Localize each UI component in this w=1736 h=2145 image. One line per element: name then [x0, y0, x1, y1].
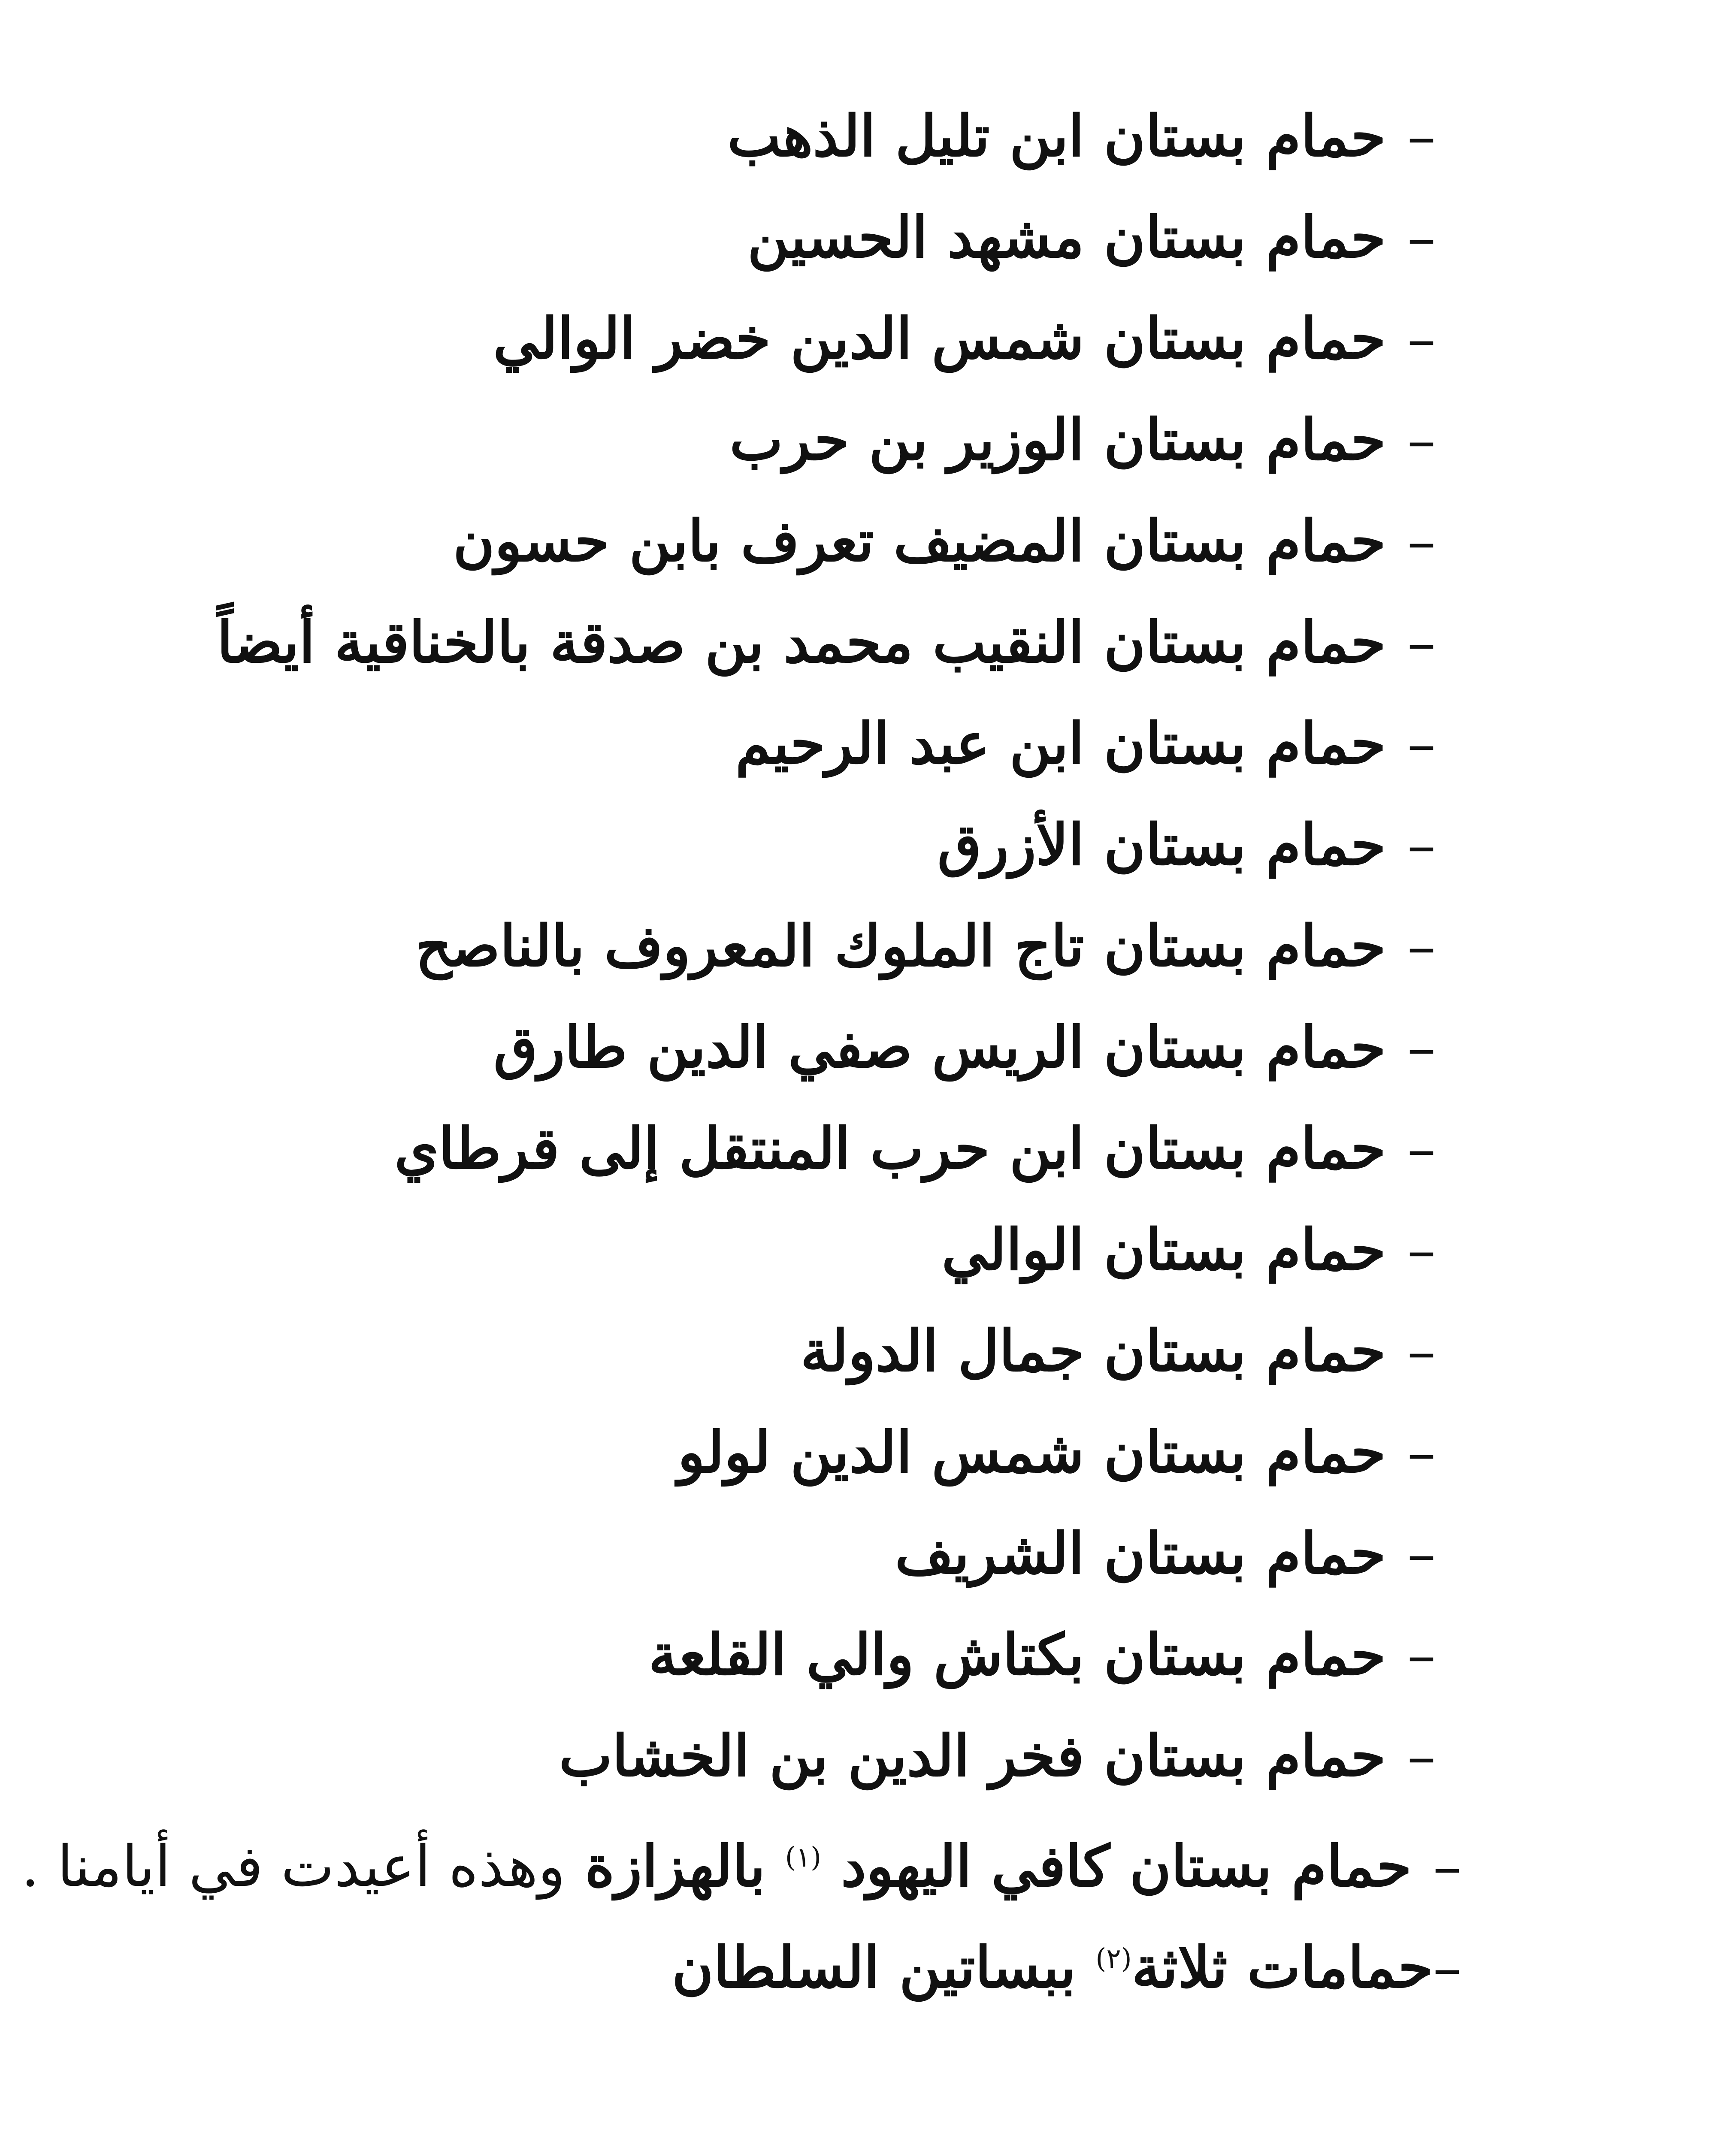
entry-dash: –: [1407, 1015, 1436, 1081]
list-item: [63, 795, 1436, 896]
entry-text: حمام بستان كافي اليهود: [841, 1833, 1412, 1900]
list-item-kafi-al-yahud: [21, 1807, 1461, 1908]
entry-dash: –: [1407, 913, 1436, 979]
list-item: [63, 1503, 1436, 1604]
list-item: [63, 491, 1436, 592]
entry-text: حمام بستان تاج الملوك المعروف بالناصح: [415, 913, 1386, 979]
entry-text: حمام بستان الأزرق: [937, 812, 1386, 878]
list-item: [63, 1402, 1436, 1503]
list-item-hammamat-thalatha: [63, 1908, 1461, 2009]
entry-text: ببساتين السلطان: [672, 1934, 1076, 2001]
entry-dash: –: [1407, 1116, 1436, 1182]
entry-dash: –: [1407, 711, 1436, 777]
list-item: [63, 693, 1436, 795]
list-item: [63, 288, 1436, 390]
entry-dash: –: [1433, 1834, 1461, 1900]
entry-list: [21, 86, 1461, 2009]
entry-text: حمام بستان الوالي: [941, 1217, 1386, 1283]
entry-text: حمام بستان الوزير بن حرب: [729, 407, 1386, 473]
entry-text: حمام بستان ابن حرب المنتقل إلى قرطاي: [394, 1115, 1386, 1182]
list-item: [63, 896, 1436, 997]
entry-dash: –: [1407, 407, 1436, 473]
list-item: [63, 390, 1436, 491]
entry-text: حمام بستان الريس صفي الدين طارق: [493, 1014, 1386, 1081]
entry-dash: –: [1407, 1318, 1436, 1384]
list-item: [63, 1199, 1436, 1301]
list-item: [63, 997, 1436, 1098]
entry-text: حمام بستان فخر الدين بن الخشاب: [559, 1723, 1386, 1789]
entry-text: حمام بستان شمس الدين خضر الوالي: [493, 305, 1386, 372]
entry-remark: وهذه أعيدت في أيامنا .: [21, 1834, 566, 1900]
entry-text: حمام بستان المضيف تعرف بابن حسون: [453, 508, 1386, 574]
list-item: [63, 1706, 1436, 1807]
footnote-ref-2[interactable]: (٢): [1095, 1943, 1132, 1975]
entry-text: بالهزازة: [585, 1833, 765, 1900]
entry-dash: –: [1407, 508, 1436, 574]
entry-text: حمام بستان النقيب محمد بن صدقة بالخناقية أيضاً: [217, 609, 1386, 676]
list-item: [63, 1301, 1436, 1402]
entry-text: حمام بستان جمال الدولة: [800, 1318, 1386, 1384]
entry-dash: –: [1433, 1935, 1461, 2001]
entry-dash: –: [1407, 1723, 1436, 1789]
entry-dash: –: [1407, 610, 1436, 676]
entry-dash: –: [1407, 205, 1436, 271]
entry-text: حمام بستان شمس الدين لولو: [677, 1419, 1386, 1486]
list-item: [63, 1098, 1436, 1199]
entry-text: حمام بستان بكتاش والي القلعة: [648, 1622, 1386, 1688]
entry-text: حمامات ثلاثة: [1131, 1934, 1433, 2001]
footnote-ref-1[interactable]: (١): [785, 1842, 822, 1873]
entry-dash: –: [1407, 812, 1436, 878]
entry-dash: –: [1407, 306, 1436, 372]
entry-dash: –: [1407, 1217, 1436, 1283]
entry-dash: –: [1407, 1521, 1436, 1587]
entry-dash: –: [1407, 1420, 1436, 1486]
entry-text: حمام بستان ابن عبد الرحيم: [735, 710, 1386, 777]
entry-text: حمام بستان مشهد الحسين: [747, 204, 1386, 271]
entry-dash: –: [1407, 1622, 1436, 1688]
list-item: [63, 86, 1436, 187]
list-item: [63, 187, 1436, 288]
entry-text: حمام بستان ابن تليل الذهب: [727, 103, 1386, 169]
entry-text: حمام بستان الشريف: [895, 1520, 1386, 1587]
list-item: [63, 592, 1436, 693]
list-item: [63, 1604, 1436, 1706]
entry-dash: –: [1407, 103, 1436, 169]
